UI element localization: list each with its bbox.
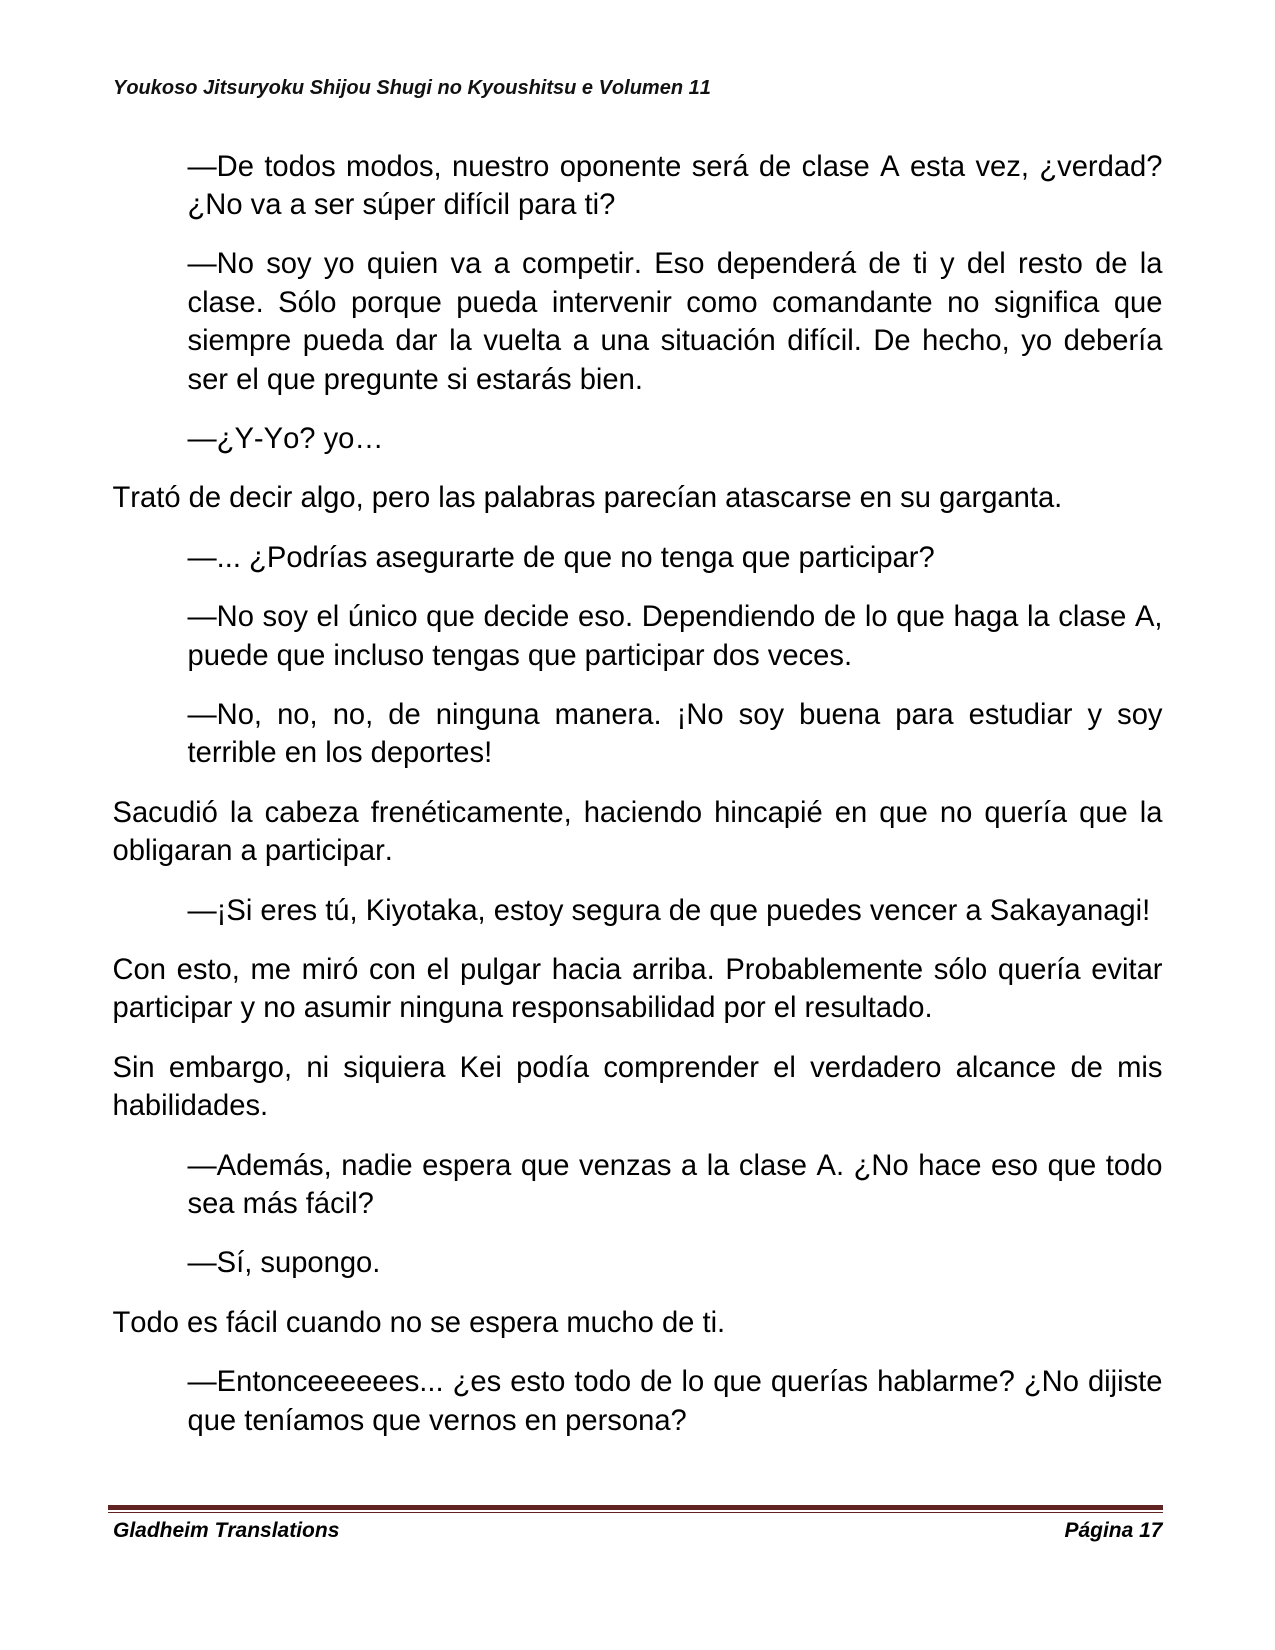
dialogue-paragraph: —No soy el único que decide eso. Dependiendo de lo que haga la clase A, puede que incluso tengas que participar dos veces. <box>187 601 1163 672</box>
page-body <box>113 148 1163 1461</box>
narration-paragraph: Sin embargo, ni siquiera Kei podía comprender el verdadero alcance de mis habilidades. <box>112 1051 1163 1123</box>
footer-credit: Gladheim Translations <box>113 1519 340 1542</box>
running-header-title: Youkoso Jitsuryoku Shijou Shugi no Kyoushitsu e Volumen 11 <box>113 77 711 99</box>
dialogue-paragraph: —No, no, no, de ninguna manera. ¡No soy buena para estudiar y soy terrible en los deportes! <box>187 698 1163 770</box>
narration-paragraph: Trató de decir algo, pero las palabras parecían atascarse en su garganta. <box>112 482 1063 515</box>
dialogue-paragraph: —Sí, supongo. <box>187 1247 381 1280</box>
dialogue-paragraph: —No soy yo quien va a competir. Eso dependerá de ti y del resto de la clase. Sólo porque pueda intervenir como comandante no significa que siempre pueda dar la vuelta a una situación difícil. De hecho, yo debería ser el que pregunte si estarás bien. <box>187 248 1163 396</box>
narration-paragraph: Con esto, me miró con el pulgar hacia arriba. Probablemente sólo quería evitar participar y no asumir ninguna responsabilidad por el resultado. <box>112 953 1163 1025</box>
footer-rule-thick <box>108 1505 1163 1510</box>
narration-paragraph: Sacudió la cabeza frenéticamente, haciendo hincapié en que no quería que la obligaran a participar. <box>112 796 1163 868</box>
dialogue-paragraph: —Entonceeeeees... ¿es esto todo de lo que querías hablarme? ¿No dijiste que teníamos que vernos en persona? <box>187 1366 1163 1437</box>
page-number: Página 17 <box>1064 1519 1163 1542</box>
narration-paragraph: Todo es fácil cuando no se espera mucho de ti. <box>112 1306 726 1339</box>
dialogue-paragraph: —¡Si eres tú, Kiyotaka, estoy segura de que puedes vencer a Sakayanagi! <box>187 894 1151 927</box>
dialogue-paragraph: —¿Y-Yo? yo… <box>187 423 384 456</box>
dialogue-paragraph: —Además, nadie espera que venzas a la clase A. ¿No hace eso que todo sea más fácil? <box>187 1149 1163 1221</box>
footer-rule-thin <box>108 1512 1163 1514</box>
dialogue-paragraph: —... ¿Podrías asegurarte de que no tenga que participar? <box>187 541 935 574</box>
dialogue-paragraph: —De todos modos, nuestro oponente será de clase A esta vez, ¿verdad? ¿No va a ser súper difícil para ti? <box>187 150 1163 221</box>
